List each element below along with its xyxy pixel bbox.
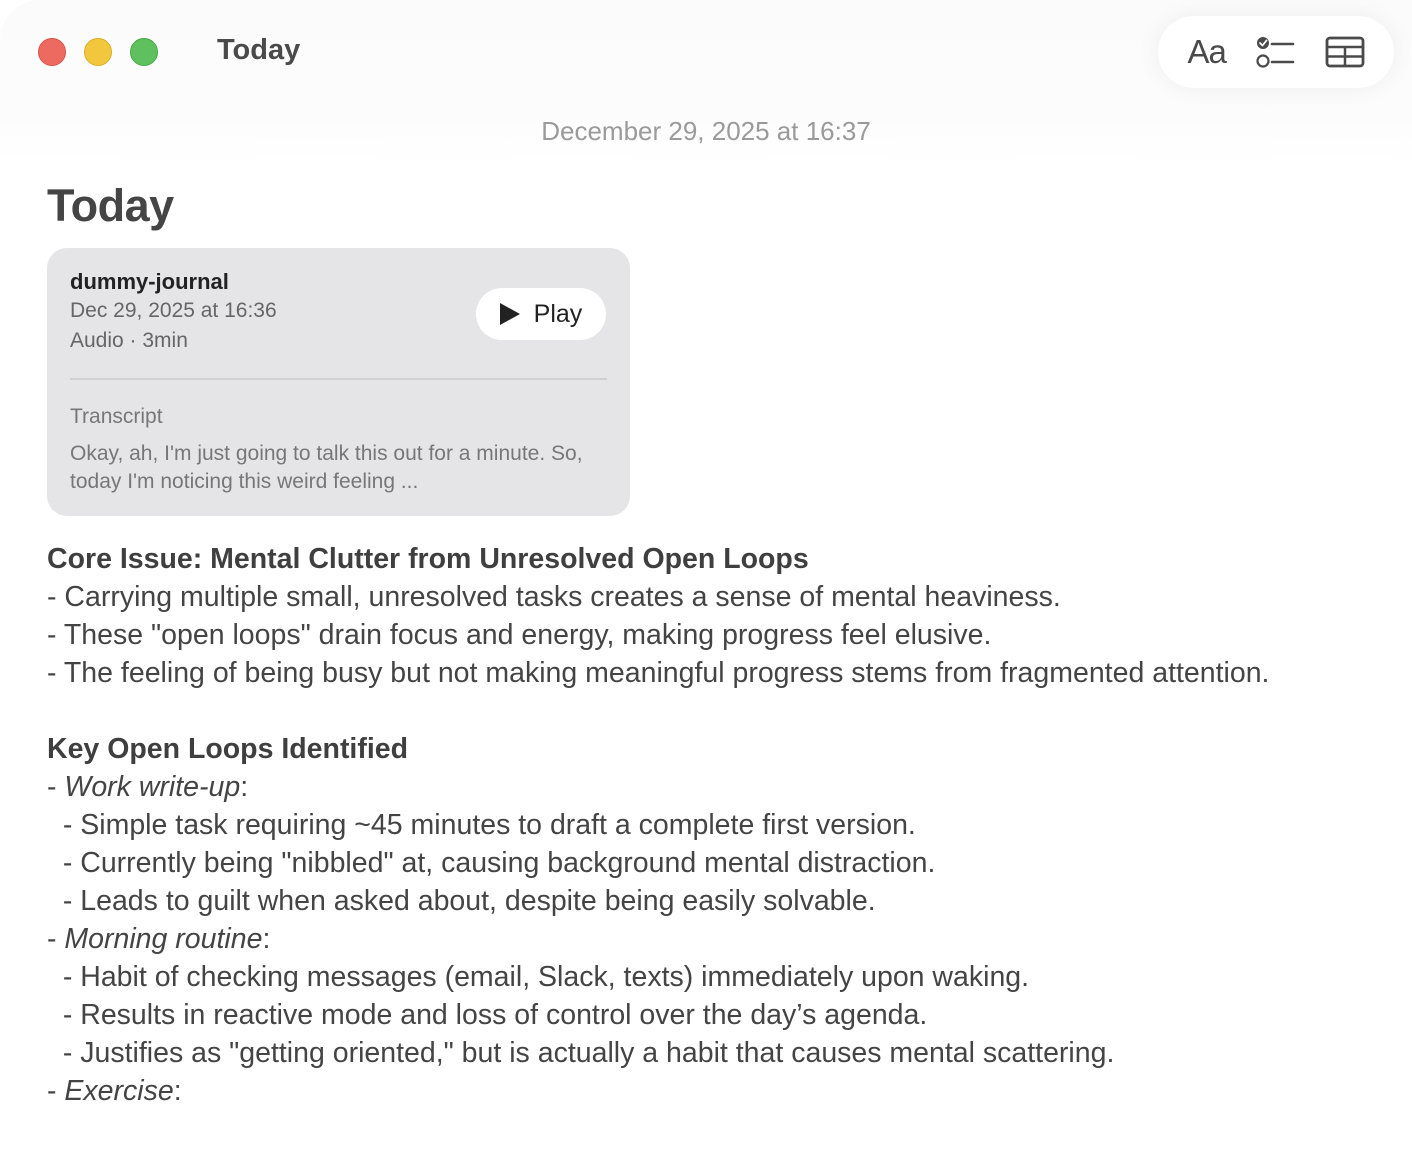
bullet: - [47, 923, 65, 955]
maximize-button[interactable] [130, 38, 158, 66]
audio-name: dummy-journal [70, 269, 229, 294]
section-heading-open-loops: Key Open Loops Identified [47, 733, 409, 765]
sub-list-item: - Leads to guilt when asked about, despite being easily solvable. [47, 885, 876, 917]
colon: : [262, 923, 271, 955]
list-item: - The feeling of being busy but not making meaningful progress stems from fragmented attention. [47, 657, 1270, 689]
sub-list-item: - Currently being "nibbled" at, causing background mental distraction. [47, 847, 936, 879]
item-label: Work write-up [64, 771, 241, 803]
audio-date: Dec 29, 2025 at 16:36 [70, 299, 277, 322]
list-item: - These "open loops" drain focus and energy, making progress feel elusive. [47, 619, 992, 651]
bullet: - [47, 771, 65, 803]
play-label: Play [533, 299, 583, 328]
bullet: - [47, 1075, 65, 1107]
section-heading-core-issue: Core Issue: Mental Clutter from Unresolved Open Loops [47, 543, 809, 575]
item-label: Exercise [64, 1075, 174, 1107]
sub-list-item: - Simple task requiring ~45 minutes to draft a complete first version. [47, 809, 916, 841]
minimize-button[interactable] [84, 38, 112, 66]
checklist-button[interactable] [1250, 26, 1302, 78]
titlebar [0, 0, 1412, 165]
table-button[interactable] [1319, 26, 1371, 78]
table-icon [1325, 36, 1365, 68]
blank-line [47, 692, 1387, 730]
close-button[interactable] [38, 38, 66, 66]
transcript-label: Transcript [70, 405, 163, 428]
list-item-exercise [47, 1072, 1387, 1110]
list-item-work [47, 768, 1387, 806]
list-item-morning [47, 920, 1387, 958]
list-item: - Carrying multiple small, unresolved tasks creates a sense of mental heaviness. [47, 581, 1061, 613]
audio-attachment-card[interactable] [47, 248, 630, 516]
colon: : [240, 771, 249, 803]
note-text[interactable] [47, 540, 1387, 1110]
note-title: Today [47, 180, 174, 231]
sub-list-item: - Justifies as "getting oriented," but is actually a habit that causes mental scattering. [47, 1037, 1115, 1069]
checklist-icon [1256, 35, 1296, 69]
card-divider [70, 378, 607, 380]
play-icon [500, 303, 520, 325]
format-text-button[interactable] [1181, 26, 1233, 78]
item-label: Morning routine [64, 923, 263, 955]
window-controls [38, 38, 158, 66]
sub-list-item: - Results in reactive mode and loss of control over the day’s agenda. [47, 999, 928, 1031]
note-timestamp: December 29, 2025 at 16:37 [541, 116, 871, 146]
toolbar [1158, 16, 1394, 88]
transcript-preview: Okay, ah, I'm just going to talk this out for a minute. So, today I'm noticing this weird feeling ... [70, 442, 583, 493]
window-title: Today [217, 34, 301, 66]
colon: : [173, 1075, 182, 1107]
audio-meta: Audio · 3min [70, 329, 188, 352]
format-text-icon: Aa [1187, 33, 1226, 70]
sub-list-item: - Habit of checking messages (email, Slack, texts) immediately upon waking. [47, 961, 1030, 993]
play-button[interactable] [476, 288, 606, 340]
note-body[interactable] [47, 178, 1387, 1110]
